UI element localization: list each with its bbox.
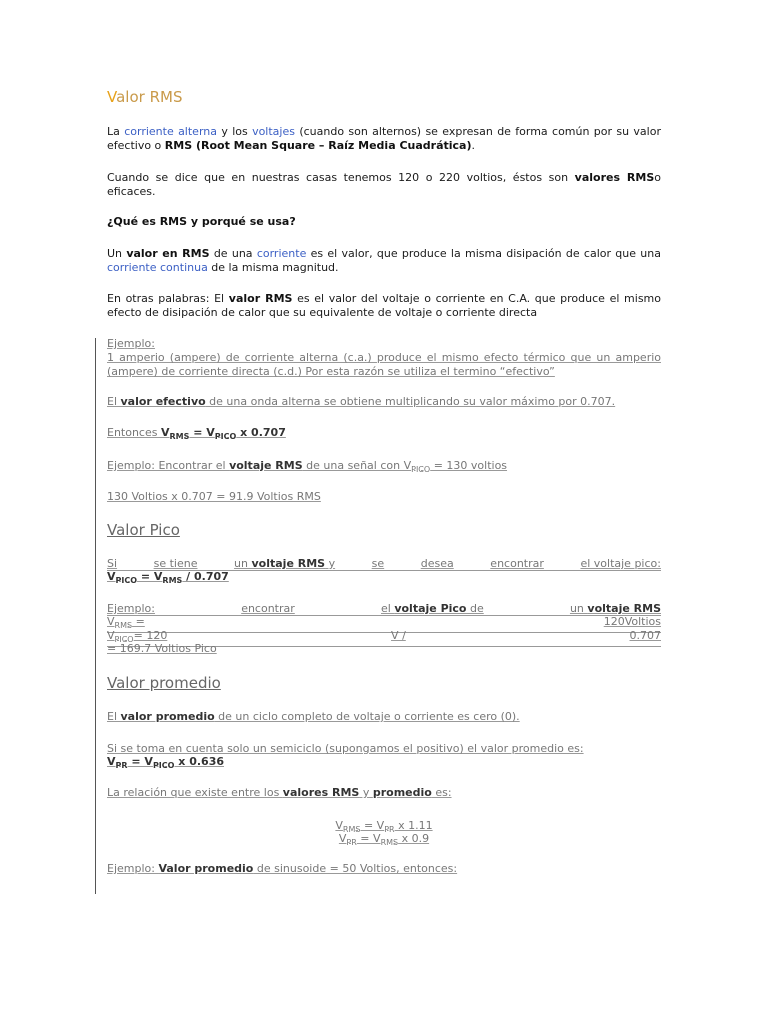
question-heading: ¿Qué es RMS y porqué se usa?	[107, 215, 296, 228]
example-2-result: 130 Voltios x 0.707 = 91.9 Voltios RMS	[107, 490, 321, 503]
promedio-relation: La relación que existe entre los valores RMS y promedio es:	[107, 786, 452, 799]
page-title: Valor RMS	[107, 88, 183, 106]
formula-vrms: Entonces $V_{RMS} = V_{PICO}$ x 0.707	[107, 426, 286, 442]
formula-vpico: $V_{PICO} = V_{RMS} / 0.707$	[107, 570, 229, 586]
link-corriente-alterna[interactable]: corriente alterna	[124, 125, 217, 138]
formula-vpr-from-vrms: $V_{PR} = V_{RMS}$ x 0.9	[338, 832, 430, 848]
link-corriente[interactable]: corriente	[256, 247, 307, 260]
blockquote-bar	[95, 338, 96, 894]
pico-vpico-line: $V_{PICO}= 120$ V / 0.707	[107, 629, 661, 647]
section-heading-valor-promedio: Valor promedio	[107, 674, 221, 692]
formula-vpr: $V_{PR} = V_{PICO}$ x 0.636	[107, 755, 225, 771]
link-voltajes[interactable]: voltajes	[252, 125, 295, 138]
pico-example-line: Ejemplo: encontrar el voltaje Pico de un voltaje RMS	[107, 602, 661, 615]
rms-definition-paragraph: Un valor en RMS de una corriente es el valor, que produce la misma disipación de calor que una corriente continua de la misma magnitud.	[107, 247, 661, 274]
other-words-paragraph: En otras palabras: El valor RMS es el valor del voltaje o corriente en C.A. que produce el mismo efecto de disipación de calor que su equivalente de voltaje o corriente directa	[107, 292, 662, 319]
intro-paragraph: La corriente alterna y los voltajes (cuando son alternos) se expresan de forma común por su valor efectivo o RMS (Root Mean Square – Raíz Media Cuadrática).	[107, 125, 661, 152]
section-heading-valor-pico: Valor Pico	[107, 521, 180, 539]
example-2: Ejemplo: Encontrar el voltaje RMS de una señal con $V_{PICO} = 130$ voltios	[107, 459, 508, 475]
pico-line-1: Si se tiene un voltaje RMS y se desea encontrar el voltaje pico:	[107, 557, 661, 570]
example-1: Ejemplo: 1 amperio (ampere) de corriente alterna (c.a.) produce el mismo efecto térmico que un amperio (ampere) de corriente directa (c.d.) Por esta razón se utiliza el termino “efectivo”	[107, 337, 661, 378]
promedio-paragraph-1: El valor promedio de un ciclo completo de voltaje o corriente es cero (0).	[107, 710, 520, 723]
pico-vrms-line: $V_{RMS}$ = 120Voltios	[107, 615, 661, 633]
pico-result: = 169.7 Voltios Pico	[107, 642, 217, 655]
formula-vrms-from-vpr: $V_{RMS} = V_{PR}$ x 1.11	[335, 819, 433, 835]
promedio-example: Ejemplo: Valor promedio de sinusoide = 50 Voltios, entonces:	[107, 862, 458, 875]
promedio-paragraph-2: Si se toma en cuenta solo un semiciclo (supongamos el positivo) el valor promedio es:	[107, 742, 584, 755]
effective-value-paragraph: El valor efectivo de una onda alterna se obtiene multiplicando su valor máximo por 0.707.	[107, 395, 616, 408]
rms-home-paragraph: Cuando se dice que en nuestras casas tenemos 120 o 220 voltios, éstos son valores RMSo eficaces.	[107, 171, 661, 198]
link-corriente-continua[interactable]: corriente continua	[107, 261, 208, 274]
